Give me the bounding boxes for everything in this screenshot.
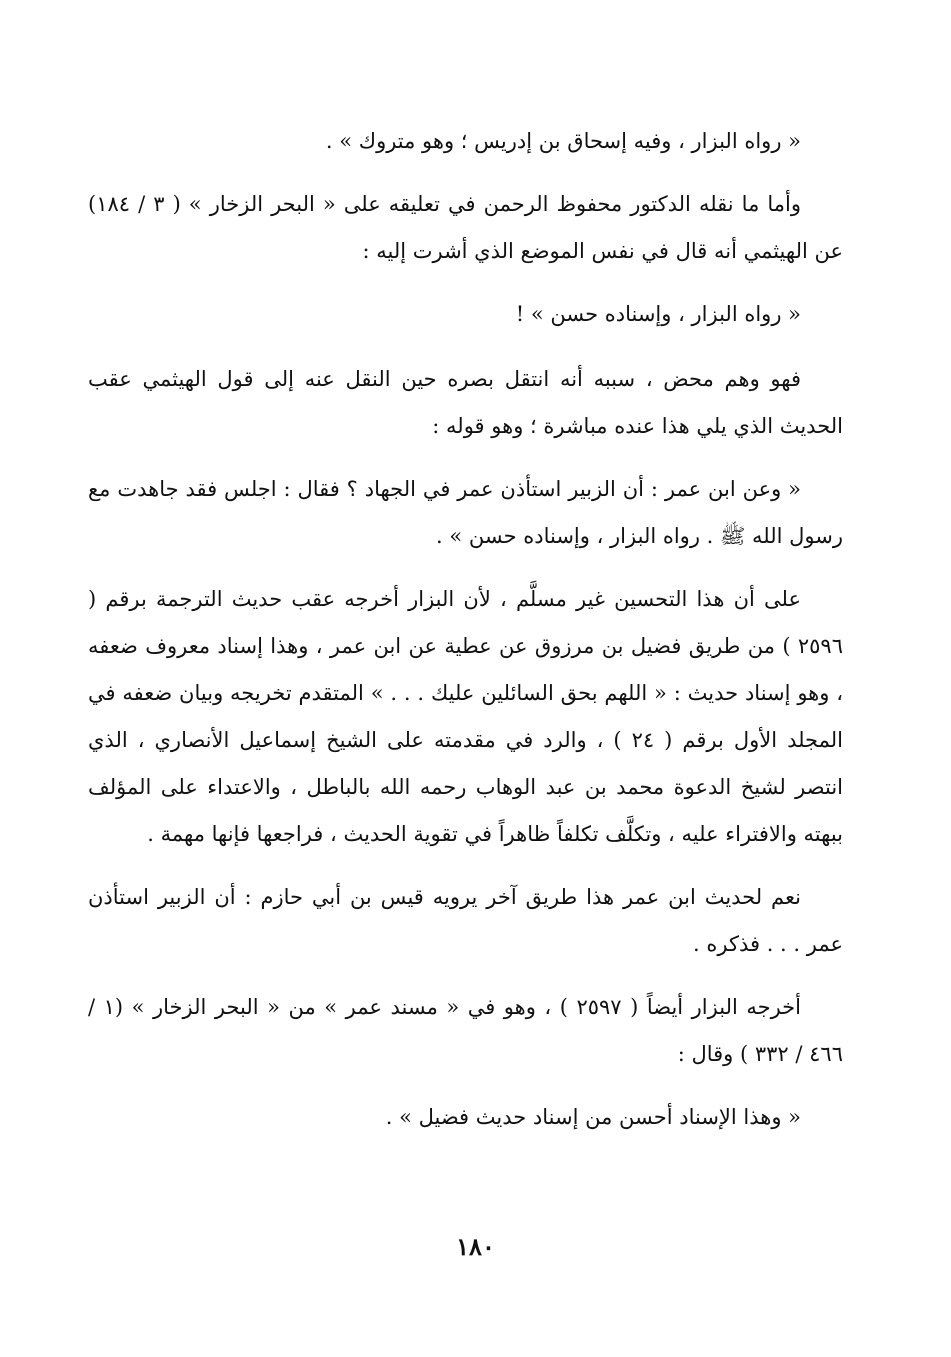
paragraph-4: فهو وهم محض ، سببه أنه انتقل بصره حين النقل عنه إلى قول الهيثمي عقب الحديث الذي يلي هذا عنده مباشرة ؛ وهو قوله : bbox=[88, 367, 843, 438]
paragraph-2: وأما ما نقله الدكتور محفوظ الرحمن في تعليقه على « البحر الزخار » ( ٣ / ١٨٤) عن الهيثمي أنه قال في نفس الموضع الذي أشرت إليه : bbox=[88, 192, 843, 263]
paragraph-gap bbox=[88, 275, 843, 291]
paragraph-7: نعم لحديث ابن عمر هذا طريق آخر يرويه قيس بن أبي حازم : أن الزبير استأذن عمر . . . فذكره . bbox=[88, 885, 843, 956]
paragraph-gap bbox=[88, 858, 843, 874]
paragraph-gap bbox=[88, 1078, 843, 1094]
quote-paragraph-5: « وعن ابن عمر : أن الزبير استأذن عمر في الجهاد ؟ فقال : اجلس فقد جاهدت مع رسول الله ﷺ . رواه البزار ، وإسناده حسن » . bbox=[88, 477, 843, 548]
paragraph-gap bbox=[88, 450, 843, 466]
body-text bbox=[88, 118, 843, 1141]
quote-paragraph-1: « رواه البزار ، وفيه إسحاق بن إدريس ؛ وهو متروك » . bbox=[325, 129, 801, 153]
page-number: ١٨٠ bbox=[456, 1232, 495, 1261]
paragraph-gap bbox=[88, 165, 843, 181]
paragraph-gap bbox=[88, 968, 843, 984]
paragraph-6: على أن هذا التحسين غير مسلَّم ، لأن البزار أخرجه عقب حديث الترجمة برقم ( ٢٥٩٦ ) من طريق فضيل بن مرزوق عن عطية عن ابن عمر ، وهذا إسناد معروف ضعفه ، وهو إسناد حديث : « اللهم بحق السائلين عليك . . . » المتقدم تخريجه وبيان ضعفه في المجلد الأول برقم ( ٢٤ ) ، والرد في مقدمته على الشيخ إسماعيل الأنصاري ، الذي انتصر لشيخ الدعوة محمد بن عبد الوهاب رحمه الله بالباطل ، والاعتداء على المؤلف ببهته والافتراء عليه ، وتكلَّف تكلفاً ظاهراً في تقوية الحديث ، فراجعها فإنها مهمة . bbox=[88, 587, 843, 846]
paragraph-gap bbox=[88, 560, 843, 576]
quote-paragraph-3: « رواه البزار ، وإسناده حسن » ! bbox=[515, 302, 801, 326]
paragraph-8: أخرجه البزار أيضاً ( ٢٥٩٧ ) ، وهو في « مسند عمر » من « البحر الزخار » (١ / ٤٦٦ / ٣٣٢ ) وقال : bbox=[88, 995, 843, 1066]
quote-paragraph-9: « وهذا الإسناد أحسن من إسناد حديث فضيل » . bbox=[385, 1105, 801, 1129]
paragraph-gap bbox=[88, 338, 843, 356]
